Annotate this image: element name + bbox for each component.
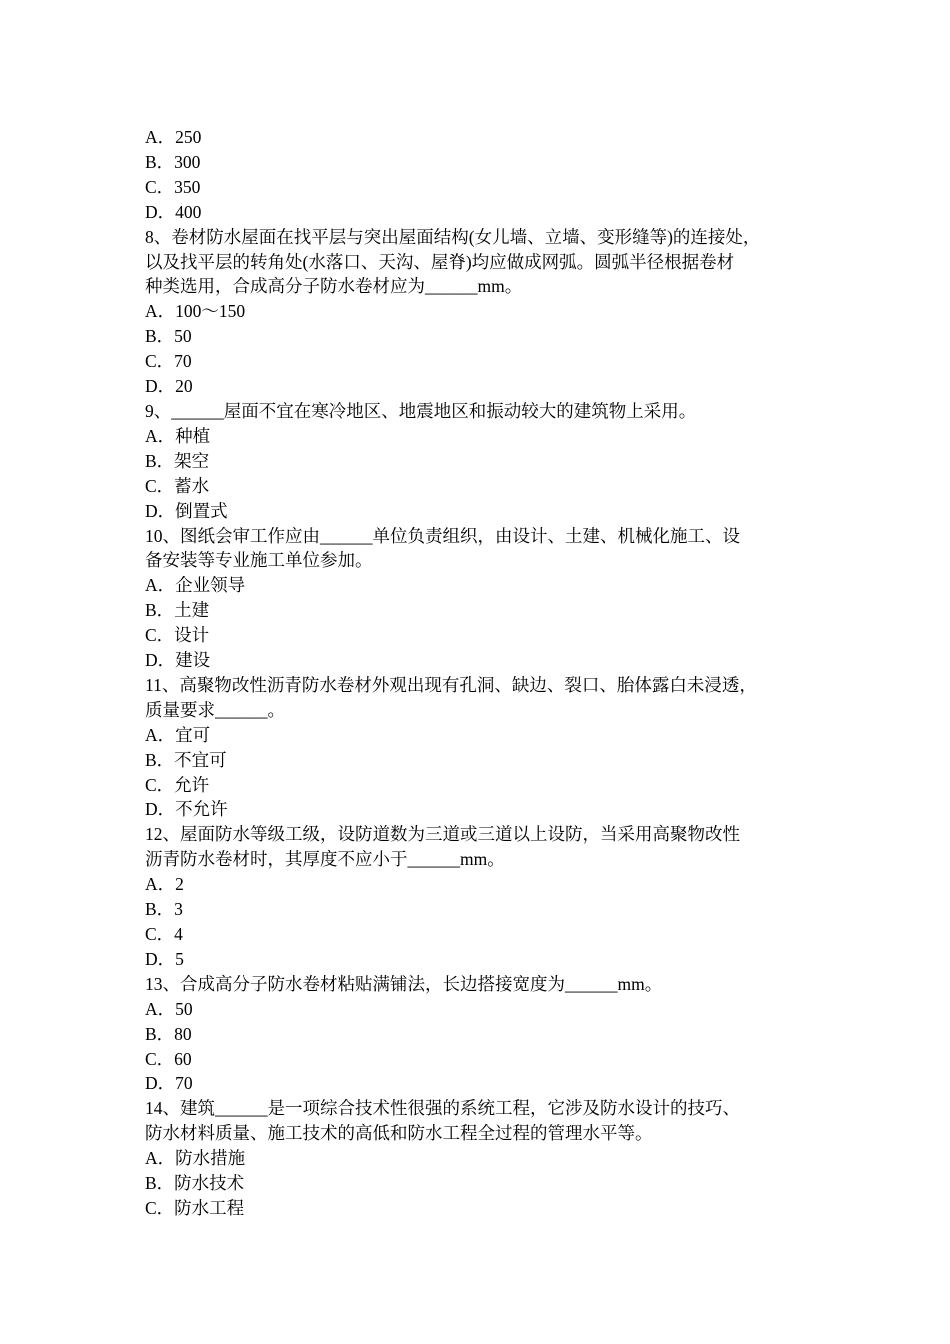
option-d: D．5: [145, 948, 184, 969]
option-b: B．3: [145, 899, 183, 920]
question-text-line: 沥青防水卷材时，其厚度不应小于______mm。: [145, 849, 505, 870]
option-a: A．250: [145, 127, 202, 147]
question-text-line: 12、屋面防水等级工级，设防道数为三道或三道以上设防，当采用高聚物改性: [145, 824, 740, 845]
option-c: C．60: [145, 1048, 192, 1069]
option-b: B．80: [145, 1023, 192, 1044]
option-d: D．倒置式: [145, 500, 228, 521]
question-text-line: 质量要求______。: [145, 699, 285, 720]
question-10: [145, 524, 835, 673]
option-d: D．20: [145, 376, 193, 397]
question-text-line: 14、建筑______是一项综合技术性很强的系统工程，它涉及防水设计的技巧、: [145, 1098, 740, 1119]
question-text-line: 种类选用，合成高分子防水卷材应为______mm。: [145, 276, 523, 297]
question-14: [145, 1096, 835, 1221]
question-text-line: 13、合成高分子防水卷材粘贴满铺法，长边搭接宽度为______mm。: [145, 973, 663, 994]
option-a: A．2: [145, 874, 184, 895]
option-a: A．100～150: [145, 301, 246, 322]
question-9: [145, 399, 835, 524]
option-a: A．50: [145, 998, 193, 1019]
option-b: B．300: [145, 151, 201, 172]
option-a: A．宜可: [145, 724, 211, 745]
option-a: A．种植: [145, 425, 211, 446]
option-c: C．蓄水: [145, 475, 210, 496]
question-text-line: 防水材料质量、施工技术的高低和防水工程全过程的管理水平等。: [145, 1123, 653, 1144]
option-b: B．土建: [145, 600, 210, 621]
question-11: [145, 673, 835, 822]
option-b: B．50: [145, 326, 192, 347]
question-8: [145, 225, 835, 399]
option-c: C．防水工程: [145, 1197, 245, 1218]
question-text-line: 8、卷材防水屋面在找平层与突出屋面结构(女儿墙、立墙、变形缝等)的连接处，: [145, 226, 761, 247]
option-c: C．4: [145, 924, 183, 944]
question-12: [145, 822, 835, 971]
option-c: C．70: [145, 351, 192, 372]
option-a: A．防水措施: [145, 1148, 246, 1169]
option-c: C．350: [145, 176, 201, 197]
carry-over-options: [145, 125, 835, 225]
option-a: A．企业领导: [145, 575, 246, 596]
option-c: C．设计: [145, 625, 210, 646]
question-text-line: 10、图纸会审工作应由______单位负责组织，由设计、土建、机械化施工、设: [145, 525, 740, 546]
document-body: [145, 125, 835, 1221]
option-d: D．400: [145, 201, 202, 222]
option-d: D．70: [145, 1073, 193, 1094]
option-b: B．不宜可: [145, 749, 227, 770]
option-b: B．防水技术: [145, 1173, 245, 1194]
option-d: D．不允许: [145, 799, 228, 820]
question-text-line: 以及找平层的转角处(水落口、天沟、屋脊)均应做成网弧。圆弧半径根据卷材: [145, 251, 735, 272]
question-text-line: 11、高聚物改性沥青防水卷材外观出现有孔洞、缺边、裂口、胎体露白未浸透，: [145, 674, 757, 695]
question-text-line: 9、______屋面不宜在寒冷地区、地震地区和振动较大的建筑物上采用。: [145, 400, 697, 421]
option-d: D．建设: [145, 650, 211, 671]
option-c: C．允许: [145, 774, 210, 795]
option-b: B．架空: [145, 450, 210, 471]
question-13: [145, 972, 835, 1097]
question-text-line: 备安装等专业施工单位参加。: [145, 550, 373, 571]
